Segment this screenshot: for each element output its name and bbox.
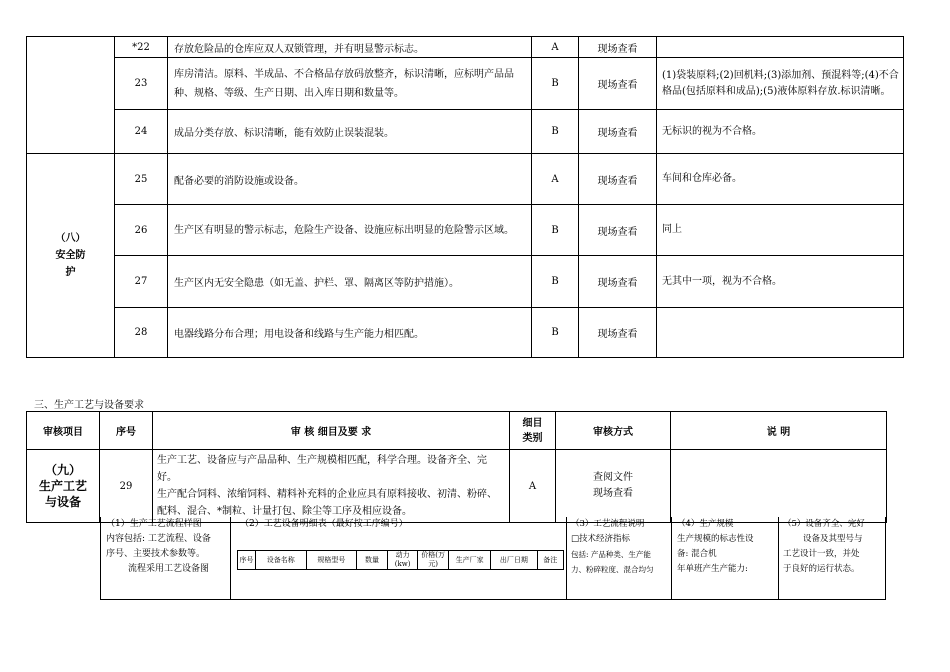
note-line: 年单班产生产能力:: [677, 564, 748, 574]
row-number: 27: [115, 256, 168, 308]
category-safety: [27, 154, 115, 358]
note-line: 生产规模的标志性设: [677, 534, 754, 544]
note-text: 无标识的视为不合格。: [657, 110, 904, 154]
equipment-list-table: [237, 550, 564, 570]
method-value: 现场查看: [579, 308, 657, 358]
header-no: 序号: [100, 412, 153, 450]
category-line: 护: [65, 267, 76, 278]
requirement-line: 生产配合饲料、浓缩饲料、精料补充料的企业应具有原料接收、初清、粉碎、配料、混合、*制粒、计量打包、除尘等工序及相应设备。: [157, 489, 497, 517]
header-level-line: 细目: [522, 417, 543, 429]
note-line: 内容包括: 工艺流程、设备: [106, 534, 211, 544]
note-text: (1)袋装原料;(2)回机料;(3)添加剂、预混料等;(4)不合格品(包括原料和成品);(5)液体原料存放.标识清晰。: [657, 58, 904, 110]
requirement-text: 成品分类存放、标识清晰，能有效防止误装混装。: [168, 110, 532, 154]
note-empty: [671, 450, 887, 523]
divider: [671, 517, 672, 599]
requirement-text: 生产区有明显的警示标志，危险生产设备、设施应标出明显的危险警示区域。: [168, 205, 532, 256]
header-level: [510, 412, 556, 450]
method-line: 查阅文件: [593, 472, 633, 483]
row-number: 28: [115, 308, 168, 358]
header-level-line: 类别: [522, 432, 543, 444]
method-value: 现场查看: [579, 205, 657, 256]
category-line: 与设备: [44, 495, 81, 509]
row-number: 29: [100, 450, 153, 523]
note-line: 序号、主要技术参数等。: [106, 549, 206, 559]
method-value: [556, 450, 671, 523]
note-line: □技术经济指标: [571, 534, 631, 544]
requirement-text: [153, 450, 510, 523]
category-line: （八）: [55, 233, 86, 244]
equipment-col: 规格型号: [306, 551, 357, 570]
equipment-col: 备注: [537, 551, 563, 570]
category-line: （九）: [44, 463, 81, 477]
note-line: （4）生产规模: [677, 519, 734, 529]
level-value: B: [532, 256, 579, 308]
divider: [778, 517, 779, 599]
bottom-border: [100, 599, 886, 600]
section-title: 三、生产工艺与设备要求: [34, 400, 144, 411]
note-line: 于良好的运行状态。: [783, 564, 860, 574]
requirement-text: 电器线路分布合理；用电设备和线路与生产能力相匹配。: [168, 308, 532, 358]
divider: [100, 517, 101, 599]
header-note: 说 明: [671, 412, 887, 450]
note-line: 力、粉碎粒度、混合均匀: [571, 565, 654, 574]
table-header-row: [27, 412, 887, 450]
row-number: 24: [115, 110, 168, 154]
equipment-col: 生产厂家: [448, 551, 490, 570]
safety-table: [26, 36, 904, 358]
level-value: B: [532, 205, 579, 256]
note-text: [657, 308, 904, 358]
header-method: 审核方式: [556, 412, 671, 450]
requirement-text: 生产区内无安全隐患（如无盖、护栏、罩、隔离区等防护措施）。: [168, 256, 532, 308]
equipment-col: 序号: [238, 551, 256, 570]
note-process-description: [571, 517, 669, 599]
table-row: [27, 110, 904, 154]
note-flow-chart: [106, 517, 228, 599]
note-line: （3）工艺流程说明: [571, 519, 645, 529]
table-row: [27, 205, 904, 256]
equipment-col: 出厂日期: [491, 551, 537, 570]
table-row: [27, 58, 904, 110]
note-line: （1）生产工艺流程样图: [106, 519, 202, 529]
requirement-text: 存放危险品的仓库应双人双锁管理，并有明显警示标志。: [168, 37, 532, 58]
note-production-scale: [677, 517, 777, 599]
equipment-col: 价格(万元): [418, 551, 449, 570]
note-line: （5）设备齐全、完好: [783, 519, 865, 529]
row-number: 26: [115, 205, 168, 256]
method-value: 现场查看: [579, 58, 657, 110]
note-line: 包括: 产品种类、生产能: [571, 550, 651, 559]
method-value: 现场查看: [579, 256, 657, 308]
requirement-text: 配备必要的消防设施或设备。: [168, 154, 532, 205]
method-value: 现场查看: [579, 110, 657, 154]
method-line: 现场查看: [593, 488, 633, 499]
note-text: 无其中一项，视为不合格。: [657, 256, 904, 308]
row-number: 25: [115, 154, 168, 205]
note-text: 同上: [657, 205, 904, 256]
category-process: [27, 450, 100, 523]
header-requirement: 审 核 细目及要 求: [153, 412, 510, 450]
divider: [885, 517, 886, 599]
equipment-col: 设备名称: [255, 551, 306, 570]
note-line: 备: 混合机: [677, 549, 717, 559]
level-value: B: [532, 308, 579, 358]
category-cell-empty: [27, 37, 115, 154]
requirement-text: 库房清洁。原料、半成品、不合格品存放码放整齐，标识清晰，应标明产品品种、规格、等级、生产日期、出入库日期和数量等。: [168, 58, 532, 110]
level-value: A: [510, 450, 556, 523]
method-value: 现场查看: [579, 154, 657, 205]
note-line: 设备及其型号与: [803, 534, 863, 544]
note-equipment-status: [783, 517, 884, 599]
table-row: [27, 154, 904, 205]
header-item: 审核项目: [27, 412, 100, 450]
method-value: 现场查看: [579, 37, 657, 58]
requirement-line: 生产工艺、设备应与产品品种、生产规模相匹配，科学合理。设备齐全、完好。: [157, 455, 487, 483]
divider: [566, 517, 567, 599]
level-value: B: [532, 58, 579, 110]
process-table: [26, 411, 887, 523]
note-text: [657, 37, 904, 58]
level-value: A: [532, 37, 579, 58]
note-line: （2）工艺设备明细表（最好按工序编号）: [240, 519, 408, 529]
row-number: *22: [115, 37, 168, 58]
note-text: 车间和仓库必备。: [657, 154, 904, 205]
row-number: 23: [115, 58, 168, 110]
equipment-header-row: [238, 551, 564, 570]
category-line: 生产工艺: [38, 479, 87, 493]
note-line: 流程采用工艺设备图: [128, 564, 210, 574]
table-row: [27, 308, 904, 358]
table-row: [27, 37, 904, 58]
category-line: 安全防: [55, 250, 86, 261]
equipment-col: 动力(kw): [387, 551, 418, 570]
level-value: A: [532, 154, 579, 205]
divider: [230, 517, 231, 599]
equipment-col: 数量: [357, 551, 388, 570]
table-row: [27, 450, 887, 523]
level-value: B: [532, 110, 579, 154]
note-line: 工艺设计一致，并处: [783, 549, 860, 559]
table-row: [27, 256, 904, 308]
